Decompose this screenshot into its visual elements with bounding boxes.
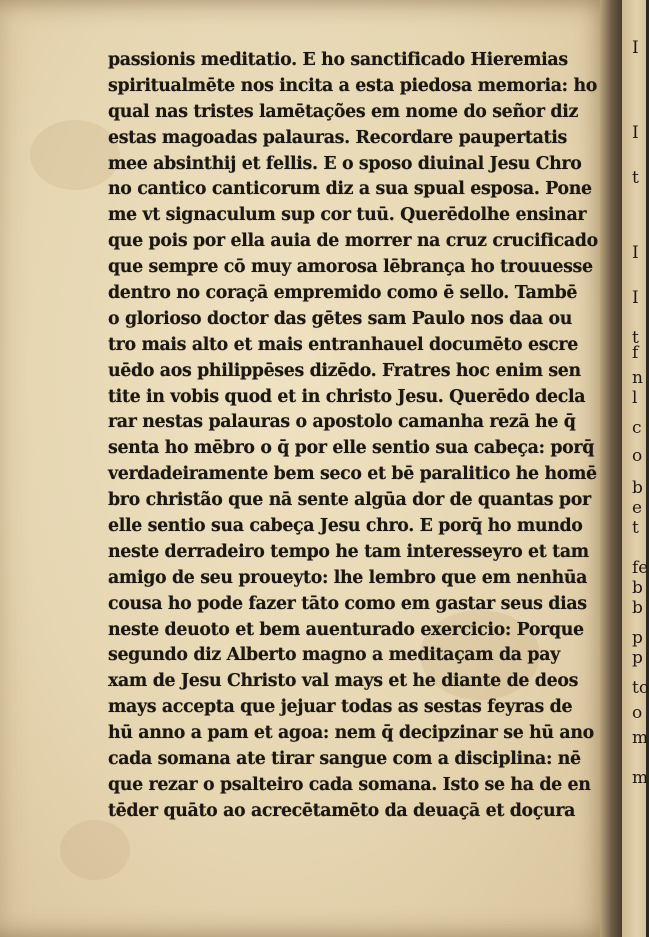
facing-page-fragment: f xyxy=(632,343,639,363)
text-line: neste derradeiro tempo he tam interesseyro et tam xyxy=(108,541,589,562)
facing-page-fragment: t xyxy=(632,168,639,188)
facing-page-fragment: p xyxy=(632,628,643,648)
facing-page-fragment: n xyxy=(632,368,643,388)
facing-page-fragment: e xyxy=(632,498,643,518)
text-line: estas magoadas palauras. Recordare paupertatis xyxy=(108,127,567,148)
facing-page-fragment: t xyxy=(632,328,639,348)
text-line: verdadeiramente bem seco et bē paralitico he homē xyxy=(108,464,597,485)
text-line: neste deuoto et bem auenturado exercicio: Porque xyxy=(108,619,584,640)
text-line: que rezar o psalteiro cada somana. Isto se ha de en xyxy=(108,774,591,795)
text-line: bro christão que nā sente algūa dor de quantas por xyxy=(108,490,591,511)
facing-page-fragment: l xyxy=(632,388,638,408)
text-line: elle sentio sua cabeça Jesu chro. E porq̄ ho mundo xyxy=(108,516,583,537)
text-line: tite in vobis quod et in christo Jesu. Querēdo decla xyxy=(108,386,586,407)
facing-page-fragment: b xyxy=(632,598,643,618)
facing-page-fragment: fe xyxy=(632,558,649,578)
text-line: segundo diz Alberto magno a meditaçam da pay xyxy=(108,645,560,666)
text-line: que sempre cō muy amorosa lēbrança ho trouuesse xyxy=(108,257,593,278)
facing-page-edge xyxy=(622,0,649,937)
facing-page-fragment: o xyxy=(632,446,643,466)
text-line: mays accepta que jejuar todas as sestas feyras de xyxy=(108,697,573,718)
text-line: passionis meditatio. E ho sanctificado Hieremias xyxy=(108,50,568,70)
facing-page-fragment: I xyxy=(632,123,639,143)
text-line: tro mais alto et mais entranhauel documēto escre xyxy=(108,334,578,355)
facing-page-fragment: p xyxy=(632,648,643,668)
text-line: que pois por ella auia de morrer na cruz crucificado xyxy=(108,231,598,252)
text-line: mee absinthij et fellis. E o sposo diuinal Jesu Chro xyxy=(108,153,582,174)
paper-stain xyxy=(30,120,120,190)
facing-page-fragment: I xyxy=(632,38,639,58)
facing-page-fragment: o xyxy=(632,703,643,723)
text-line: dentro no coraçā empremido como ē sello. Tambē xyxy=(108,283,578,304)
facing-page-fragment: I xyxy=(632,243,639,263)
facing-page-fragment: c xyxy=(632,418,642,438)
text-line: tēder quāto ao acrecētamēto da deuaçā et doçura xyxy=(108,800,576,821)
facing-page-fragment: t xyxy=(632,518,639,538)
facing-page-fragment: b xyxy=(632,478,643,498)
text-line: spiritualmēte nos incita a esta piedosa memoria: ho xyxy=(108,75,597,96)
text-line: cada somana ate tirar sangue com a disciplina: nē xyxy=(108,749,581,770)
text-line: xam de Jesu Christo val mays et he diante de deos xyxy=(108,671,579,692)
paper-stain xyxy=(60,820,130,880)
facing-page-fragment: m xyxy=(632,768,649,788)
text-line: rar nestas palauras o apostolo camanha rezā he q̄ xyxy=(108,412,576,433)
facing-page-fragment: m xyxy=(632,728,649,748)
text-line: no cantico canticorum diz a sua spual esposa. Pone xyxy=(108,179,592,200)
facing-page-fragment: I xyxy=(632,288,639,308)
text-line: hū anno a pam et agoa: nem q̄ decipzinar se hū ano xyxy=(108,723,594,744)
facing-page-fragment: b xyxy=(632,578,643,598)
text-line: cousa ho pode fazer tāto como em gastar seus dias xyxy=(108,593,587,614)
text-line: senta ho mēbro o q̄ por elle sentio sua cabeça: porq̄ xyxy=(108,438,595,459)
text-line: uēdo aos philippēses dizēdo. Fratres hoc enim sen xyxy=(108,360,581,381)
text-line: o glorioso doctor das gētes sam Paulo nos daa ou xyxy=(108,308,573,329)
text-line: me vt signaculum sup cor tuū. Querēdolhe ensinar xyxy=(108,205,587,226)
page-text xyxy=(108,48,600,825)
text-line: amigo de seu proueyto: lhe lembro que em nenhūa xyxy=(108,567,588,588)
text-line: qual nas tristes lamētações em nome do señor diz xyxy=(108,101,579,122)
facing-page-fragment: to xyxy=(632,678,649,698)
